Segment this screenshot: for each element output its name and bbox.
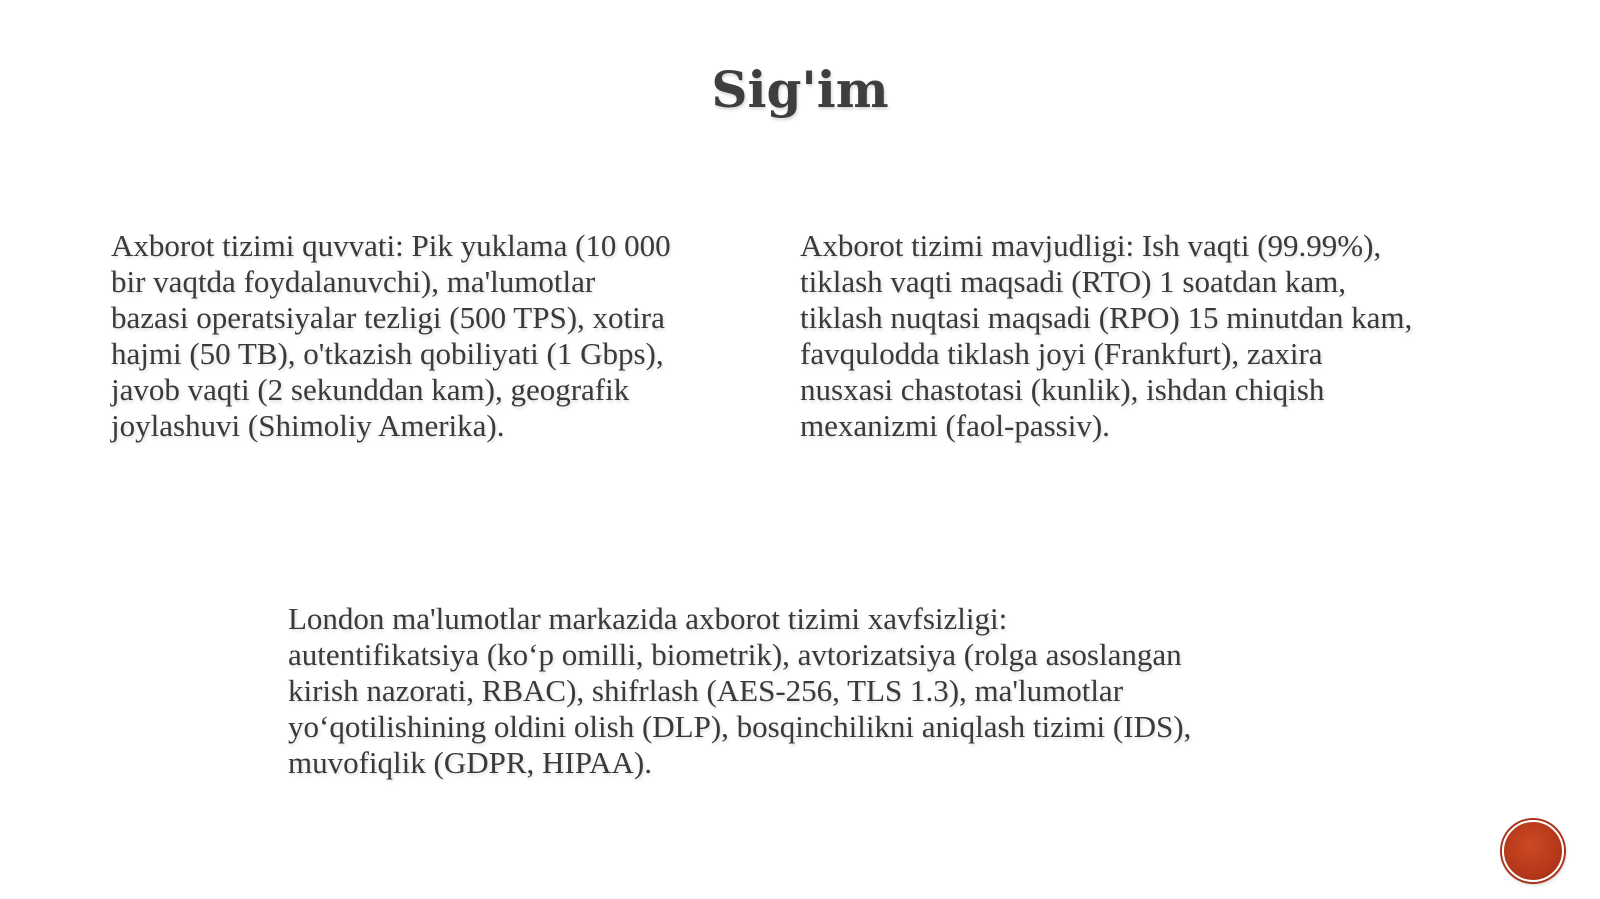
security-text-block: London ma'lumotlar markazida axborot tizimi xavfsizligi: autentifikatsiya (koʻp omilli, biometrik), avtorizatsiya (rolga asoslangan kirish nazorati, RBAC), shifrlash (AES-256, TLS 1.3), ma'lumotlar yoʻqotilishining oldini olish (DLP), bosqinchilikni aniqlash tizimi (IDS), muvofiqlik (GDPR, HIPAA).: [288, 601, 1192, 780]
slide-title: Sig'im: [711, 60, 889, 119]
capacity-text-block: Axborot tizimi quvvati: Pik yuklama (10 000 bir vaqtda foydalanuvchi), ma'lumotlar bazasi operatsiyalar tezligi (500 TPS), xotira hajmi (50 TB), o'tkazish qobiliyati (1 Gbps), javob vaqti (2 sekunddan kam), geografik joylashuvi (Shimoliy Amerika).: [111, 228, 671, 443]
availability-text-block: Axborot tizimi mavjudligi: Ish vaqti (99.99%), tiklash vaqti maqsadi (RTO) 1 soatdan kam, tiklash nuqtasi maqsadi (RPO) 15 minutdan kam, favqulodda tiklash joyi (Frankfurt), zaxira nusxasi chastotasi (kunlik), ishdan chiqish mexanizmi (faol-passiv).: [800, 228, 1413, 443]
circle-nav-button-icon[interactable]: [1502, 820, 1564, 882]
